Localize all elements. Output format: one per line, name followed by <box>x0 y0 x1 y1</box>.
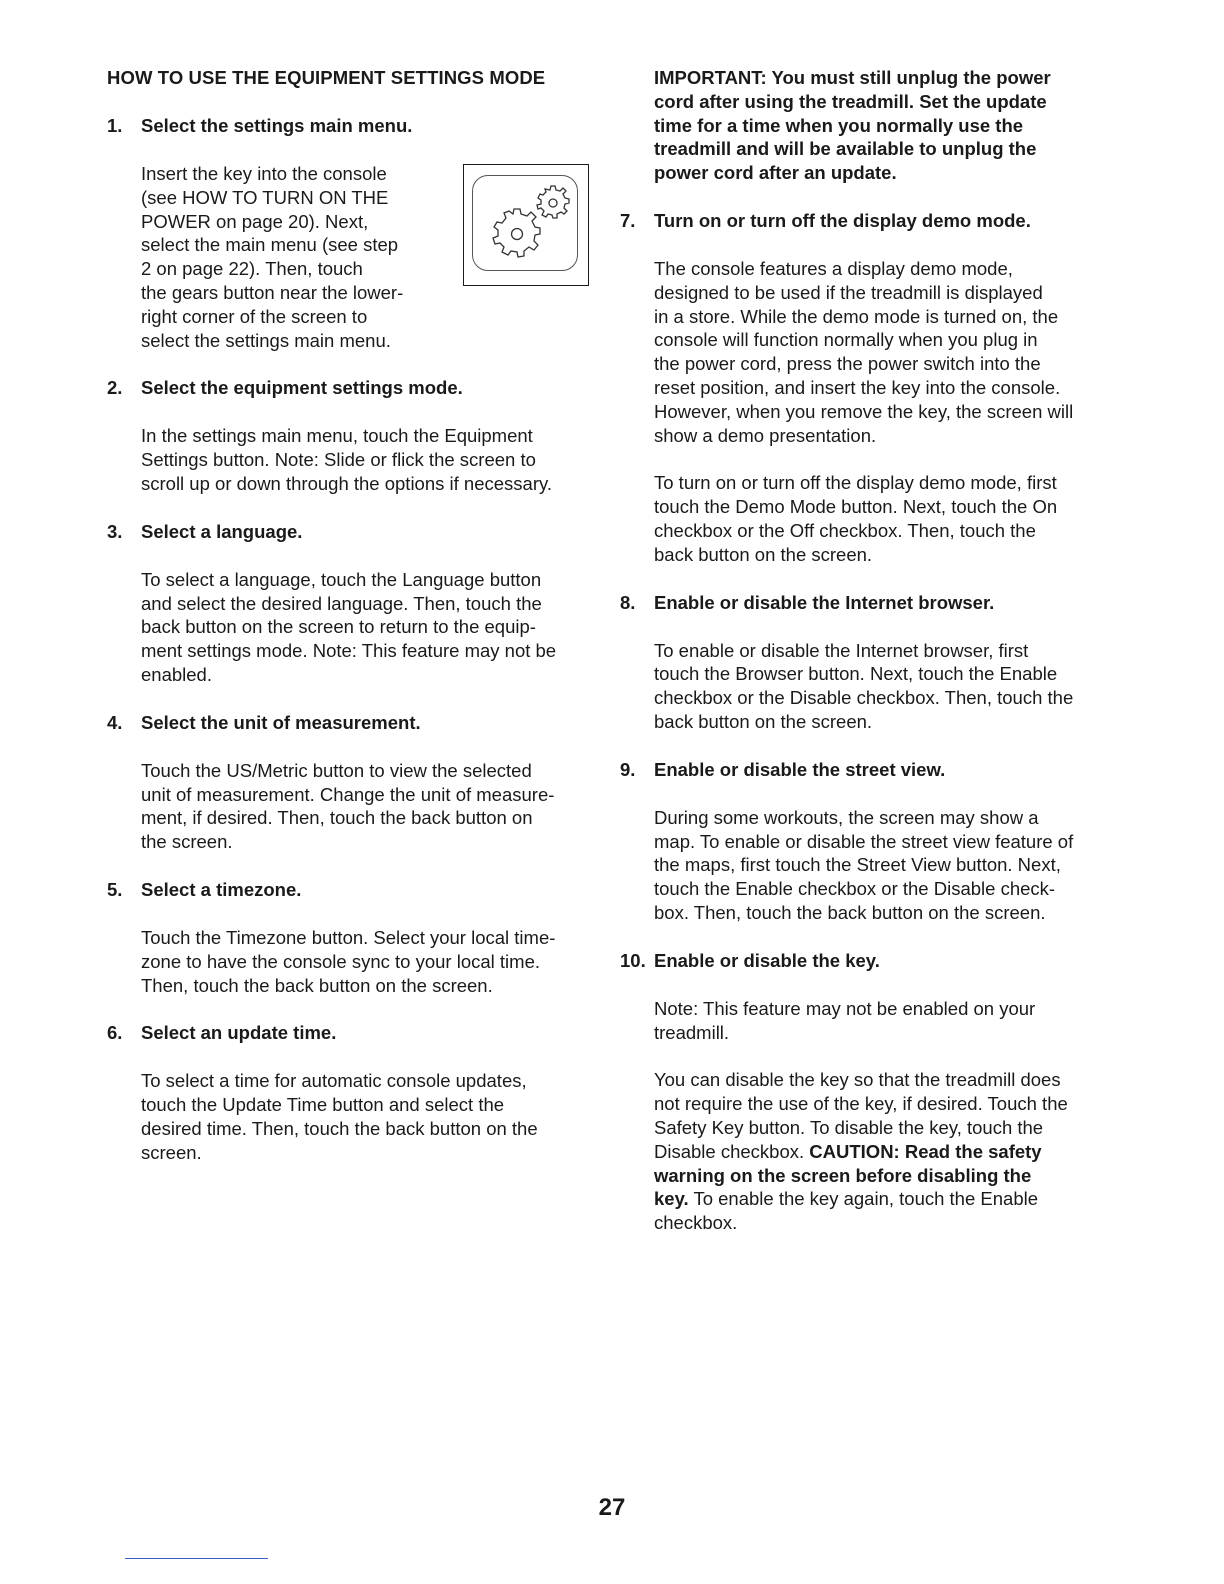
step-number: 4. <box>107 711 123 733</box>
text-line: select the settings main menu. <box>141 329 391 351</box>
text-line: (see HOW TO TURN ON THE <box>141 186 389 208</box>
step-10-text <box>620 1068 1116 1235</box>
text-line: touch the Enable checkbox or the Disable check- <box>654 878 1056 900</box>
text-line: screen. <box>141 1141 202 1163</box>
step-2-title <box>107 376 593 400</box>
text-line: in a store. While the demo mode is turned on, the <box>654 305 1059 327</box>
step-title-text: Select the equipment settings mode. <box>141 377 463 399</box>
text-line: map. To enable or disable the street view feature of <box>654 830 1074 852</box>
important-note <box>620 66 1116 185</box>
step-5-title <box>107 878 593 902</box>
text-line: and select the desired language. Then, touch the <box>141 592 542 614</box>
step-1-title <box>107 114 593 138</box>
step-10-title <box>620 949 1116 973</box>
text-line: However, when you remove the key, the screen will <box>654 400 1074 422</box>
step-title-text: Select a language. <box>141 520 303 542</box>
text-line: To turn on or turn off the display demo mode, first <box>654 472 1057 494</box>
text-line: The console features a display demo mode, <box>654 257 1013 279</box>
step-number: 9. <box>620 758 636 780</box>
text-line: Settings button. Note: Slide or flick the screen to <box>141 449 536 471</box>
step-1-body <box>107 162 593 352</box>
text-line: select the main menu (see step <box>141 234 399 256</box>
step-number: 2. <box>107 377 123 399</box>
step-2-text <box>107 424 593 495</box>
text-line: Touch the US/Metric button to view the selected <box>141 759 532 781</box>
step-8-text <box>620 639 1116 734</box>
text-line: ment, if desired. Then, touch the back button on <box>141 807 533 829</box>
step-10-note <box>620 997 1116 1045</box>
step-number: 10. <box>620 949 646 971</box>
caution-text: CAUTION: Read the safety <box>809 1140 1042 1162</box>
gears-icon <box>472 175 578 271</box>
text-line: To enable or disable the Internet browser, first <box>654 639 1029 661</box>
step-7-text-2 <box>620 471 1116 566</box>
text-line: show a demo presentation. <box>654 424 877 446</box>
text-line: the maps, first touch the Street View button. Next, <box>654 854 1061 876</box>
text-line <box>654 1187 1116 1211</box>
step-9-text <box>620 806 1116 925</box>
bottom-rule <box>125 1558 268 1559</box>
step-title-text: Enable or disable the street view. <box>654 758 946 780</box>
text-line: the screen. <box>141 831 233 853</box>
text-line: the power cord, press the power switch into the <box>654 353 1041 375</box>
text-line: desired time. Then, touch the back button on the <box>141 1117 538 1139</box>
step-3-text <box>107 568 593 687</box>
text-line: In the settings main menu, touch the Equipment <box>141 425 533 447</box>
text-line: power cord after an update. <box>654 162 897 184</box>
text-line: right corner of the screen to <box>141 305 368 327</box>
gears-button-illustration <box>463 164 589 286</box>
step-4-title <box>107 711 593 735</box>
text-line: ment settings mode. Note: This feature may not be <box>141 640 557 662</box>
text-line: checkbox or the Off checkbox. Then, touch the <box>654 519 1036 541</box>
text-line: scroll up or down through the options if necessary. <box>141 472 552 494</box>
step-title-text: Select the unit of measurement. <box>141 711 421 733</box>
step-8-title <box>620 591 1116 615</box>
step-title-text: Select a timezone. <box>141 878 302 900</box>
step-9-title <box>620 758 1116 782</box>
text-line: touch the Update Time button and select the <box>141 1094 505 1116</box>
step-number: 6. <box>107 1022 123 1044</box>
text-line: Safety Key button. To disable the key, touch the <box>654 1116 1044 1138</box>
step-title-text: Turn on or turn off the display demo mode. <box>654 209 1031 231</box>
text-line: not require the use of the key, if desired. Touch the <box>654 1093 1068 1115</box>
left-column <box>107 66 593 1165</box>
step-number: 3. <box>107 520 123 542</box>
text-line: During some workouts, the screen may show a <box>654 806 1039 828</box>
text-line: treadmill and will be available to unplug the <box>654 138 1037 160</box>
text-line: console will function normally when you plug in <box>654 329 1038 351</box>
text-line: touch the Demo Mode button. Next, touch the On <box>654 496 1058 518</box>
step-4-text <box>107 759 593 854</box>
step-title-text: Enable or disable the Internet browser. <box>654 591 995 613</box>
text-line <box>654 1140 1116 1164</box>
page-number: 27 <box>598 1494 626 1521</box>
text-line: unit of measurement. Change the unit of measure- <box>141 783 555 805</box>
step-number: 8. <box>620 591 636 613</box>
step-7-title <box>620 209 1116 233</box>
step-7-text <box>620 257 1116 447</box>
text-line: reset position, and insert the key into the console. <box>654 376 1061 398</box>
section-heading: HOW TO USE THE EQUIPMENT SETTINGS MODE <box>107 67 546 88</box>
step-3-title <box>107 520 593 544</box>
text-line: back button on the screen. <box>654 543 873 565</box>
step-number: 7. <box>620 209 636 231</box>
text-line: box. Then, touch the back button on the screen. <box>654 901 1046 923</box>
step-6-title <box>107 1021 593 1045</box>
text-line: designed to be used if the treadmill is displayed <box>654 281 1043 303</box>
text-line: Insert the key into the console <box>141 163 387 184</box>
text-line: enabled. <box>141 663 212 685</box>
step-number: 5. <box>107 878 123 900</box>
step-number: 1. <box>107 115 123 136</box>
right-column <box>620 66 1116 1235</box>
text-line: cord after using the treadmill. Set the update <box>654 90 1047 112</box>
text-line: touch the Browser button. Next, touch the Enable <box>654 663 1058 685</box>
text-line: checkbox or the Disable checkbox. Then, touch the <box>654 687 1074 709</box>
text-line: the gears button near the lower- <box>141 281 404 303</box>
text-run: To enable the key again, touch the Enable <box>688 1188 1039 1210</box>
text-line: POWER on page 20). Next, <box>141 210 369 232</box>
text-line: You can disable the key so that the treadmill does <box>654 1069 1061 1091</box>
text-line: 2 on page 22). Then, touch <box>141 258 363 280</box>
text-line: treadmill. <box>654 1021 730 1043</box>
text-line: back button on the screen. <box>654 710 873 732</box>
step-title-text: Select an update time. <box>141 1022 337 1044</box>
text-line: checkbox. <box>654 1212 738 1234</box>
step-6-text <box>107 1069 593 1164</box>
text-line: IMPORTANT: You must still unplug the power <box>654 67 1051 88</box>
text-line: time for a time when you normally use the <box>654 114 1024 136</box>
text-line: To select a time for automatic console updates, <box>141 1070 527 1092</box>
step-title-text: Enable or disable the key. <box>654 949 880 971</box>
text-line: Note: This feature may not be enabled on your <box>654 997 1036 1019</box>
text-run: Disable checkbox. <box>654 1140 810 1162</box>
caution-text: warning on the screen before disabling the <box>654 1164 1032 1186</box>
caution-text: key. <box>654 1188 689 1210</box>
step-title-text: Select the settings main menu. <box>141 115 413 136</box>
text-line: Then, touch the back button on the screen. <box>141 974 493 996</box>
text-line: back button on the screen to return to the equip- <box>141 616 536 638</box>
text-line: To select a language, touch the Language button <box>141 568 542 590</box>
step-5-text <box>107 926 593 997</box>
text-line: zone to have the console sync to your local time. <box>141 950 540 972</box>
text-line: Touch the Timezone button. Select your local time- <box>141 926 556 948</box>
